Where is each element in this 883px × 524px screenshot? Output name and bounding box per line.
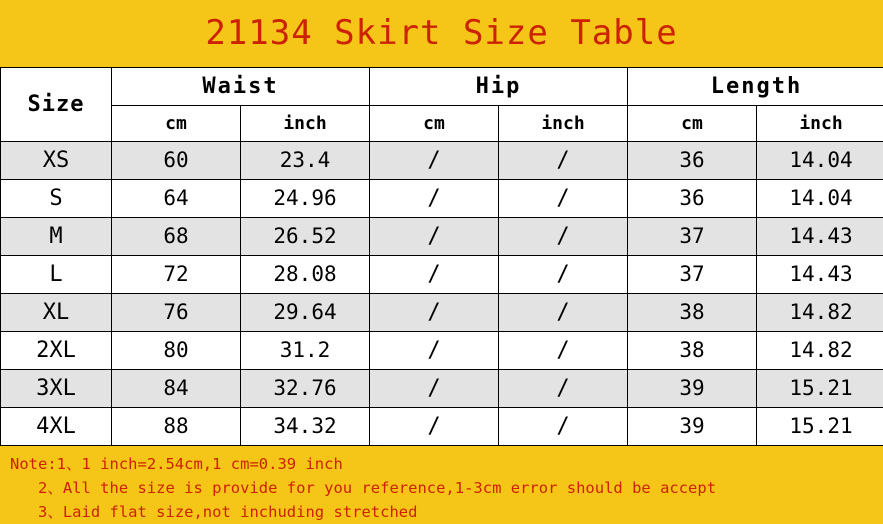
header-hip-inch: inch: [499, 105, 628, 141]
header-length-cm: cm: [628, 105, 757, 141]
cell-length-inch: 14.43: [757, 255, 883, 293]
table-row: [1, 217, 883, 255]
cell-hip-cm: /: [370, 141, 499, 179]
table-row: [1, 369, 883, 407]
table-row: [1, 407, 883, 445]
table-header-group-row: [1, 67, 883, 105]
cell-size: XS: [1, 141, 112, 179]
table-row: [1, 141, 883, 179]
cell-length-cm: 36: [628, 141, 757, 179]
header-group-waist: Waist: [112, 67, 370, 105]
cell-hip-inch: /: [499, 141, 628, 179]
cell-waist-cm: 88: [112, 407, 241, 445]
notes-section: [0, 446, 883, 524]
cell-hip-inch: /: [499, 179, 628, 217]
cell-hip-cm: /: [370, 255, 499, 293]
header-size: Size: [1, 67, 112, 141]
table-row: [1, 293, 883, 331]
cell-length-cm: 37: [628, 255, 757, 293]
cell-waist-inch: 28.08: [241, 255, 370, 293]
cell-waist-inch: 31.2: [241, 331, 370, 369]
header-waist-inch: inch: [241, 105, 370, 141]
cell-waist-cm: 60: [112, 141, 241, 179]
cell-length-inch: 14.04: [757, 141, 883, 179]
cell-size: L: [1, 255, 112, 293]
cell-length-cm: 39: [628, 407, 757, 445]
note-line-2: 2、All the size is provide for you reference,1-3cm error should be accept: [38, 478, 717, 497]
table-row: [1, 331, 883, 369]
cell-hip-cm: /: [370, 217, 499, 255]
cell-hip-cm: /: [370, 369, 499, 407]
cell-waist-cm: 72: [112, 255, 241, 293]
table-row: [1, 179, 883, 217]
cell-hip-inch: /: [499, 407, 628, 445]
cell-waist-cm: 80: [112, 331, 241, 369]
cell-hip-inch: /: [499, 369, 628, 407]
cell-hip-cm: /: [370, 407, 499, 445]
cell-waist-inch: 26.52: [241, 217, 370, 255]
cell-size: 4XL: [1, 407, 112, 445]
cell-length-inch: 14.82: [757, 293, 883, 331]
cell-hip-inch: /: [499, 217, 628, 255]
cell-hip-cm: /: [370, 331, 499, 369]
cell-hip-inch: /: [499, 255, 628, 293]
cell-length-cm: 38: [628, 331, 757, 369]
cell-length-cm: 38: [628, 293, 757, 331]
cell-waist-inch: 29.64: [241, 293, 370, 331]
cell-waist-inch: 34.32: [241, 407, 370, 445]
title-bar: [0, 0, 883, 67]
page-title: 21134 Skirt Size Table: [205, 13, 678, 54]
cell-waist-inch: 23.4: [241, 141, 370, 179]
table-body: [1, 141, 883, 445]
cell-waist-cm: 76: [112, 293, 241, 331]
note-line-1: Note:1、1 inch=2.54cm,1 cm=0.39 inch: [10, 454, 343, 473]
size-table: [0, 67, 883, 446]
cell-size: M: [1, 217, 112, 255]
cell-hip-cm: /: [370, 293, 499, 331]
header-group-hip: Hip: [370, 67, 628, 105]
cell-size: 2XL: [1, 331, 112, 369]
table-head: [1, 67, 883, 141]
cell-size: 3XL: [1, 369, 112, 407]
cell-length-inch: 14.82: [757, 331, 883, 369]
cell-hip-inch: /: [499, 331, 628, 369]
header-length-inch: inch: [757, 105, 883, 141]
cell-length-cm: 36: [628, 179, 757, 217]
cell-length-cm: 39: [628, 369, 757, 407]
cell-length-cm: 37: [628, 217, 757, 255]
cell-hip-cm: /: [370, 179, 499, 217]
cell-waist-cm: 84: [112, 369, 241, 407]
cell-size: S: [1, 179, 112, 217]
header-waist-cm: cm: [112, 105, 241, 141]
cell-waist-cm: 68: [112, 217, 241, 255]
note-line-3: 3、Laid flat size,not inchuding stretched: [38, 502, 418, 521]
cell-length-inch: 14.04: [757, 179, 883, 217]
cell-length-inch: 15.21: [757, 407, 883, 445]
header-group-length: Length: [628, 67, 883, 105]
table-row: [1, 255, 883, 293]
table-header-sub-row: [1, 105, 883, 141]
cell-length-inch: 15.21: [757, 369, 883, 407]
cell-waist-inch: 24.96: [241, 179, 370, 217]
header-hip-cm: cm: [370, 105, 499, 141]
cell-waist-inch: 32.76: [241, 369, 370, 407]
cell-waist-cm: 64: [112, 179, 241, 217]
cell-length-inch: 14.43: [757, 217, 883, 255]
cell-hip-inch: /: [499, 293, 628, 331]
cell-size: XL: [1, 293, 112, 331]
